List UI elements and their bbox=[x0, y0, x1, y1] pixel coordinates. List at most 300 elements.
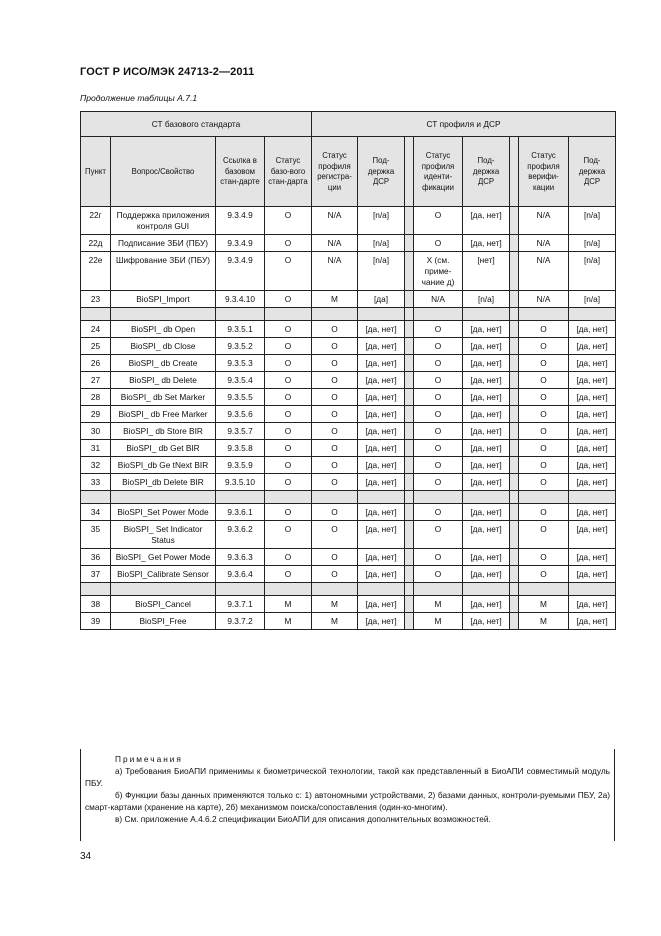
cell-id-support: [да, нет] bbox=[463, 207, 510, 235]
cell-ver-support: [да, нет] bbox=[569, 321, 616, 338]
cell-reg-support: [да, нет] bbox=[358, 372, 405, 389]
cell-reg-support: [да, нет] bbox=[358, 457, 405, 474]
cell-base-status: O bbox=[265, 207, 312, 235]
cell-base-status: O bbox=[265, 549, 312, 566]
cell-ver-status: O bbox=[519, 504, 569, 521]
cell-base-status: O bbox=[265, 389, 312, 406]
cell-gap bbox=[405, 566, 414, 583]
separator-cell bbox=[265, 308, 312, 321]
col-ver-support: Под-держка ДСР bbox=[569, 137, 616, 207]
cell-ver-status: O bbox=[519, 389, 569, 406]
cell-id-support: [да, нет] bbox=[463, 596, 510, 613]
cell-id-support: [да, нет] bbox=[463, 389, 510, 406]
cell-item: 36 bbox=[81, 549, 111, 566]
cell-gap bbox=[405, 235, 414, 252]
cell-id-support: [да, нет] bbox=[463, 440, 510, 457]
col-reg-status: Статус профиля регистра-ции bbox=[312, 137, 358, 207]
table-row bbox=[81, 252, 616, 291]
cell-reference: 9.3.5.8 bbox=[216, 440, 265, 457]
cell-id-support: [да, нет] bbox=[463, 321, 510, 338]
note-item: а) Требования БиоАПИ применимы к биометрической технологии, такой как представленный в БиоАПИ совместимый модуль ПБУ. bbox=[85, 766, 610, 788]
cell-base-status: O bbox=[265, 423, 312, 440]
cell-item: 29 bbox=[81, 406, 111, 423]
cell-ver-status: O bbox=[519, 457, 569, 474]
cell-id-status: O bbox=[414, 355, 463, 372]
cell-reg-support: [да, нет] bbox=[358, 474, 405, 491]
table-continuation-caption: Продолжение таблицы А.7.1 bbox=[80, 93, 198, 103]
cell-id-status: O bbox=[414, 372, 463, 389]
separator-cell bbox=[111, 491, 216, 504]
cell-reg-status: O bbox=[312, 372, 358, 389]
separator-cell bbox=[569, 491, 616, 504]
cell-reference: 9.3.5.1 bbox=[216, 321, 265, 338]
cell-reference: 9.3.6.1 bbox=[216, 504, 265, 521]
cell-item: 32 bbox=[81, 457, 111, 474]
cell-ver-status: O bbox=[519, 372, 569, 389]
cell-id-status: O bbox=[414, 457, 463, 474]
cell-question: BioSPI_ db Close bbox=[111, 338, 216, 355]
cell-question: Шифрование ЗБИ (ПБУ) bbox=[111, 252, 216, 291]
cell-ver-status: O bbox=[519, 406, 569, 423]
separator-cell bbox=[216, 308, 265, 321]
cell-gap bbox=[510, 474, 519, 491]
cell-id-support: [да, нет] bbox=[463, 504, 510, 521]
cell-gap bbox=[510, 355, 519, 372]
page-number: 34 bbox=[80, 851, 92, 862]
cell-gap bbox=[510, 423, 519, 440]
col-gap bbox=[405, 137, 414, 207]
cell-reference: 9.3.5.7 bbox=[216, 423, 265, 440]
cell-item: 38 bbox=[81, 596, 111, 613]
table-row bbox=[81, 613, 616, 630]
separator-cell bbox=[312, 308, 358, 321]
cell-id-status: O bbox=[414, 338, 463, 355]
cell-base-status: O bbox=[265, 504, 312, 521]
cell-item: 22е bbox=[81, 252, 111, 291]
cell-reference: 9.3.5.4 bbox=[216, 372, 265, 389]
cell-gap bbox=[405, 457, 414, 474]
cell-gap bbox=[510, 235, 519, 252]
cell-ver-support: [да, нет] bbox=[569, 474, 616, 491]
col-question: Вопрос/Свойство bbox=[111, 137, 216, 207]
separator-cell bbox=[510, 583, 519, 596]
cell-base-status: O bbox=[265, 291, 312, 308]
conformance-table bbox=[80, 111, 616, 630]
cell-gap bbox=[510, 457, 519, 474]
cell-id-status: O bbox=[414, 321, 463, 338]
cell-id-support: [да, нет] bbox=[463, 372, 510, 389]
cell-ver-support: [да, нет] bbox=[569, 504, 616, 521]
table-row bbox=[81, 423, 616, 440]
separator-cell bbox=[216, 491, 265, 504]
cell-gap bbox=[510, 566, 519, 583]
note-item: в) См. приложение А.4.6.2 спецификации БиоАПИ для описания дополнительных возможностей. bbox=[115, 814, 491, 824]
cell-gap bbox=[405, 207, 414, 235]
cell-id-status: M bbox=[414, 613, 463, 630]
cell-reg-status: O bbox=[312, 338, 358, 355]
section-separator-row bbox=[81, 583, 616, 596]
cell-gap bbox=[405, 613, 414, 630]
cell-id-support: [n/a] bbox=[463, 291, 510, 308]
cell-question: BioSPI_Import bbox=[111, 291, 216, 308]
cell-reference: 9.3.5.3 bbox=[216, 355, 265, 372]
separator-cell bbox=[414, 308, 463, 321]
cell-base-status: O bbox=[265, 440, 312, 457]
cell-ver-status: N/A bbox=[519, 291, 569, 308]
cell-ver-support: [да, нет] bbox=[569, 613, 616, 630]
group-header-profile: СТ профиля и ДСР bbox=[312, 112, 616, 137]
cell-item: 33 bbox=[81, 474, 111, 491]
cell-reg-support: [да, нет] bbox=[358, 596, 405, 613]
cell-reference: 9.3.6.3 bbox=[216, 549, 265, 566]
cell-question: BioSPI_ Set Indicator Status bbox=[111, 521, 216, 549]
cell-question: BioSPI_ db Store BIR bbox=[111, 423, 216, 440]
separator-cell bbox=[405, 583, 414, 596]
table-row bbox=[81, 338, 616, 355]
cell-reg-support: [да, нет] bbox=[358, 549, 405, 566]
cell-reg-support: [да, нет] bbox=[358, 613, 405, 630]
cell-question: BioSPI_db Ge tNext BIR bbox=[111, 457, 216, 474]
cell-item: 22д bbox=[81, 235, 111, 252]
table-row bbox=[81, 566, 616, 583]
cell-id-status: O bbox=[414, 440, 463, 457]
separator-cell bbox=[358, 308, 405, 321]
cell-base-status: O bbox=[265, 235, 312, 252]
col-id-status: Статус профиля иденти-фикации bbox=[414, 137, 463, 207]
separator-cell bbox=[81, 308, 111, 321]
cell-gap bbox=[405, 521, 414, 549]
cell-gap bbox=[405, 596, 414, 613]
cell-item: 22г bbox=[81, 207, 111, 235]
cell-reg-status: O bbox=[312, 355, 358, 372]
cell-gap bbox=[510, 613, 519, 630]
table-row bbox=[81, 504, 616, 521]
separator-cell bbox=[414, 491, 463, 504]
separator-cell bbox=[358, 491, 405, 504]
cell-id-status: O bbox=[414, 521, 463, 549]
cell-gap bbox=[510, 521, 519, 549]
cell-question: BioSPI_ db Free Marker bbox=[111, 406, 216, 423]
cell-ver-support: [n/a] bbox=[569, 207, 616, 235]
col-item: Пункт bbox=[81, 137, 111, 207]
cell-ver-status: M bbox=[519, 596, 569, 613]
separator-cell bbox=[111, 583, 216, 596]
cell-ver-status: O bbox=[519, 474, 569, 491]
cell-id-status: O bbox=[414, 423, 463, 440]
separator-cell bbox=[216, 583, 265, 596]
separator-cell bbox=[510, 308, 519, 321]
cell-item: 27 bbox=[81, 372, 111, 389]
cell-question: Поддержка приложения контроля GUI bbox=[111, 207, 216, 235]
cell-reference: 9.3.5.2 bbox=[216, 338, 265, 355]
cell-question: Подписание ЗБИ (ПБУ) bbox=[111, 235, 216, 252]
cell-item: 35 bbox=[81, 521, 111, 549]
cell-ver-support: [да, нет] bbox=[569, 549, 616, 566]
cell-reference: 9.3.4.9 bbox=[216, 207, 265, 235]
cell-ver-status: O bbox=[519, 355, 569, 372]
cell-reg-status: O bbox=[312, 423, 358, 440]
cell-question: BioSPI_db Delete BIR bbox=[111, 474, 216, 491]
cell-ver-support: [n/a] bbox=[569, 291, 616, 308]
cell-id-support: [да, нет] bbox=[463, 338, 510, 355]
cell-item: 28 bbox=[81, 389, 111, 406]
cell-gap bbox=[510, 252, 519, 291]
cell-base-status: O bbox=[265, 566, 312, 583]
cell-question: BioSPI_Calibrate Sensor bbox=[111, 566, 216, 583]
section-separator-row bbox=[81, 308, 616, 321]
cell-question: BioSPI_ db Delete bbox=[111, 372, 216, 389]
cell-ver-support: [n/a] bbox=[569, 252, 616, 291]
cell-reg-support: [да, нет] bbox=[358, 389, 405, 406]
cell-reg-status: N/A bbox=[312, 207, 358, 235]
table-row bbox=[81, 235, 616, 252]
cell-ver-status: N/A bbox=[519, 235, 569, 252]
cell-id-status: M bbox=[414, 596, 463, 613]
table-row bbox=[81, 549, 616, 566]
cell-reg-status: O bbox=[312, 474, 358, 491]
cell-base-status: O bbox=[265, 252, 312, 291]
cell-reg-support: [да, нет] bbox=[358, 521, 405, 549]
notes-block bbox=[80, 749, 615, 841]
cell-ver-support: [да, нет] bbox=[569, 423, 616, 440]
cell-base-status: M bbox=[265, 613, 312, 630]
cell-reg-status: N/A bbox=[312, 252, 358, 291]
cell-reg-status: O bbox=[312, 406, 358, 423]
cell-reference: 9.3.7.2 bbox=[216, 613, 265, 630]
cell-item: 25 bbox=[81, 338, 111, 355]
cell-ver-support: [да, нет] bbox=[569, 338, 616, 355]
table-row bbox=[81, 457, 616, 474]
cell-reference: 9.3.6.4 bbox=[216, 566, 265, 583]
cell-gap bbox=[510, 207, 519, 235]
cell-reference: 9.3.5.6 bbox=[216, 406, 265, 423]
separator-cell bbox=[405, 308, 414, 321]
cell-id-status: O bbox=[414, 235, 463, 252]
cell-reg-support: [да, нет] bbox=[358, 321, 405, 338]
cell-ver-support: [да, нет] bbox=[569, 440, 616, 457]
cell-reg-support: [да, нет] bbox=[358, 423, 405, 440]
cell-base-status: O bbox=[265, 457, 312, 474]
cell-gap bbox=[510, 504, 519, 521]
cell-reg-status: N/A bbox=[312, 235, 358, 252]
cell-id-status: O bbox=[414, 504, 463, 521]
cell-reg-status: O bbox=[312, 389, 358, 406]
cell-reference: 9.3.5.9 bbox=[216, 457, 265, 474]
cell-item: 34 bbox=[81, 504, 111, 521]
cell-ver-support: [да, нет] bbox=[569, 406, 616, 423]
cell-ver-support: [да, нет] bbox=[569, 566, 616, 583]
col-base-status: Статус базо-вого стан-дарта bbox=[265, 137, 312, 207]
cell-id-support: [да, нет] bbox=[463, 406, 510, 423]
cell-id-support: [да, нет] bbox=[463, 423, 510, 440]
separator-cell bbox=[569, 583, 616, 596]
cell-reg-support: [да, нет] bbox=[358, 406, 405, 423]
cell-item: 37 bbox=[81, 566, 111, 583]
cell-reg-status: O bbox=[312, 566, 358, 583]
cell-question: BioSPI_ db Get BIR bbox=[111, 440, 216, 457]
table-row bbox=[81, 521, 616, 549]
cell-question: BioSPI_ db Set Marker bbox=[111, 389, 216, 406]
cell-id-status: O bbox=[414, 566, 463, 583]
cell-reg-status: O bbox=[312, 440, 358, 457]
cell-id-status: O bbox=[414, 406, 463, 423]
table-row bbox=[81, 355, 616, 372]
separator-cell bbox=[81, 583, 111, 596]
separator-cell bbox=[519, 583, 569, 596]
cell-gap bbox=[510, 291, 519, 308]
cell-reg-status: O bbox=[312, 321, 358, 338]
separator-cell bbox=[81, 491, 111, 504]
cell-gap bbox=[510, 338, 519, 355]
cell-id-support: [да, нет] bbox=[463, 355, 510, 372]
cell-gap bbox=[405, 406, 414, 423]
cell-ver-status: O bbox=[519, 549, 569, 566]
cell-gap bbox=[405, 252, 414, 291]
separator-cell bbox=[265, 491, 312, 504]
cell-ver-status: N/A bbox=[519, 252, 569, 291]
cell-question: BioSPI_Set Power Mode bbox=[111, 504, 216, 521]
cell-ver-status: O bbox=[519, 440, 569, 457]
cell-base-status: O bbox=[265, 372, 312, 389]
cell-id-support: [да, нет] bbox=[463, 521, 510, 549]
cell-reg-status: O bbox=[312, 457, 358, 474]
cell-item: 30 bbox=[81, 423, 111, 440]
separator-cell bbox=[569, 308, 616, 321]
cell-reference: 9.3.5.5 bbox=[216, 389, 265, 406]
cell-gap bbox=[510, 440, 519, 457]
cell-ver-status: O bbox=[519, 423, 569, 440]
cell-reg-status: M bbox=[312, 596, 358, 613]
cell-id-support: [да, нет] bbox=[463, 566, 510, 583]
cell-reg-support: [n/a] bbox=[358, 252, 405, 291]
cell-reg-support: [да, нет] bbox=[358, 440, 405, 457]
cell-gap bbox=[510, 372, 519, 389]
cell-item: 39 bbox=[81, 613, 111, 630]
cell-base-status: O bbox=[265, 355, 312, 372]
cell-reg-support: [да, нет] bbox=[358, 566, 405, 583]
col-id-support: Под-держка ДСР bbox=[463, 137, 510, 207]
cell-gap bbox=[405, 423, 414, 440]
cell-id-status: O bbox=[414, 389, 463, 406]
table-row bbox=[81, 321, 616, 338]
cell-id-status: N/A bbox=[414, 291, 463, 308]
separator-cell bbox=[265, 583, 312, 596]
separator-cell bbox=[463, 308, 510, 321]
cell-gap bbox=[510, 321, 519, 338]
cell-ver-support: [n/a] bbox=[569, 235, 616, 252]
col-gap bbox=[510, 137, 519, 207]
separator-cell bbox=[405, 491, 414, 504]
separator-cell bbox=[312, 491, 358, 504]
cell-gap bbox=[405, 474, 414, 491]
separator-cell bbox=[111, 308, 216, 321]
note-item: б) Функции базы данных применяются только с: 1) автономными устройствами, 2) базами данных, контроли-руемыми ПБУ, 2а) смарт-картами (хранение на карте), 2б) механизмом поиска/сопоставления (один-ко-многим). bbox=[85, 790, 610, 812]
section-separator-row bbox=[81, 491, 616, 504]
cell-ver-support: [да, нет] bbox=[569, 389, 616, 406]
document-title: ГОСТ Р ИСО/МЭК 24713-2—2011 bbox=[80, 66, 255, 78]
cell-ver-support: [да, нет] bbox=[569, 521, 616, 549]
cell-reference: 9.3.5.10 bbox=[216, 474, 265, 491]
cell-ver-status: O bbox=[519, 321, 569, 338]
cell-gap bbox=[405, 372, 414, 389]
cell-ver-status: O bbox=[519, 338, 569, 355]
cell-gap bbox=[510, 549, 519, 566]
cell-gap bbox=[405, 440, 414, 457]
cell-gap bbox=[405, 291, 414, 308]
cell-gap bbox=[405, 504, 414, 521]
cell-reg-support: [да, нет] bbox=[358, 504, 405, 521]
cell-item: 24 bbox=[81, 321, 111, 338]
cell-id-support: [да, нет] bbox=[463, 474, 510, 491]
table-row bbox=[81, 372, 616, 389]
cell-id-status: O bbox=[414, 549, 463, 566]
group-header-row bbox=[81, 112, 616, 137]
cell-reg-support: [да, нет] bbox=[358, 338, 405, 355]
table-row bbox=[81, 596, 616, 613]
cell-base-status: O bbox=[265, 521, 312, 549]
separator-cell bbox=[519, 491, 569, 504]
cell-item: 31 bbox=[81, 440, 111, 457]
cell-ver-status: O bbox=[519, 521, 569, 549]
cell-question: BioSPI_ db Open bbox=[111, 321, 216, 338]
cell-gap bbox=[405, 389, 414, 406]
cell-id-status: X (см. приме-чание д) bbox=[414, 252, 463, 291]
cell-base-status: O bbox=[265, 321, 312, 338]
cell-gap bbox=[510, 389, 519, 406]
cell-reg-support: [да, нет] bbox=[358, 355, 405, 372]
cell-ver-support: [да, нет] bbox=[569, 457, 616, 474]
cell-item: 23 bbox=[81, 291, 111, 308]
cell-reg-status: M bbox=[312, 291, 358, 308]
cell-gap bbox=[405, 321, 414, 338]
col-ver-status: Статус профиля верифи-кации bbox=[519, 137, 569, 207]
table-body bbox=[81, 207, 616, 630]
cell-id-support: [да, нет] bbox=[463, 235, 510, 252]
separator-cell bbox=[463, 491, 510, 504]
cell-reg-support: [да] bbox=[358, 291, 405, 308]
cell-gap bbox=[405, 355, 414, 372]
cell-reg-status: O bbox=[312, 504, 358, 521]
table-row bbox=[81, 389, 616, 406]
table-row bbox=[81, 291, 616, 308]
cell-item: 26 bbox=[81, 355, 111, 372]
cell-question: BioSPI_ Get Power Mode bbox=[111, 549, 216, 566]
cell-base-status: O bbox=[265, 406, 312, 423]
cell-question: BioSPI_Cancel bbox=[111, 596, 216, 613]
cell-ver-status: N/A bbox=[519, 207, 569, 235]
cell-ver-status: O bbox=[519, 566, 569, 583]
table-row bbox=[81, 440, 616, 457]
cell-id-support: [нет] bbox=[463, 252, 510, 291]
cell-question: BioSPI_ db Create bbox=[111, 355, 216, 372]
column-header-row bbox=[81, 137, 616, 207]
group-header-base: СТ базового стандарта bbox=[81, 112, 312, 137]
cell-reference: 9.3.4.10 bbox=[216, 291, 265, 308]
separator-cell bbox=[510, 491, 519, 504]
cell-gap bbox=[405, 338, 414, 355]
cell-id-status: O bbox=[414, 474, 463, 491]
cell-reference: 9.3.4.9 bbox=[216, 235, 265, 252]
cell-reg-status: O bbox=[312, 521, 358, 549]
cell-reg-status: O bbox=[312, 549, 358, 566]
cell-ver-support: [да, нет] bbox=[569, 355, 616, 372]
cell-base-status: M bbox=[265, 596, 312, 613]
cell-ver-status: M bbox=[519, 613, 569, 630]
cell-gap bbox=[510, 406, 519, 423]
cell-id-status: O bbox=[414, 207, 463, 235]
cell-reference: 9.3.4.9 bbox=[216, 252, 265, 291]
separator-cell bbox=[463, 583, 510, 596]
